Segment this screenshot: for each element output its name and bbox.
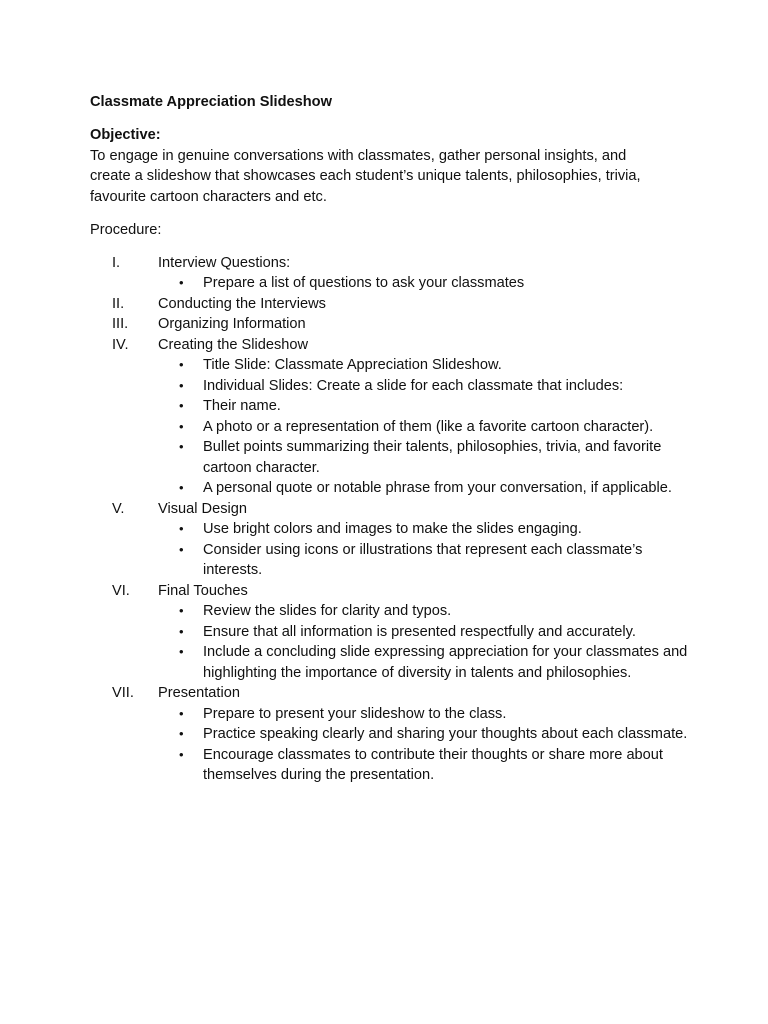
document-page <box>90 92 690 786</box>
bullet-icon: • <box>179 480 184 495</box>
bullet-item <box>158 417 693 438</box>
bullet-item <box>158 622 693 643</box>
procedure-step <box>90 499 690 581</box>
bullet-icon: • <box>179 623 184 639</box>
bullet-icon: • <box>179 439 184 454</box>
objective-text: To engage in genuine conversations with classmates, gather personal insights, and create a slideshow that showcases each student’s unique talents, philosophies, trivia, favourite cartoon characters and etc. <box>90 147 641 205</box>
procedure-step <box>90 683 690 786</box>
bullet-icon: • <box>179 521 184 536</box>
bullet-text: Prepare a list of questions to ask your classmates <box>203 275 525 291</box>
procedure-heading: Procedure: <box>90 222 162 238</box>
bullet-icon: • <box>179 746 184 762</box>
step-label: Visual Design <box>158 500 247 517</box>
bullet-icon: • <box>179 541 184 557</box>
bullet-icon: • <box>179 705 184 721</box>
bullet-item <box>158 642 693 683</box>
step-numeral: VI. <box>112 582 130 599</box>
bullet-item <box>158 478 693 499</box>
bullet-item <box>158 437 693 478</box>
bullet-text: Practice speaking clearly and sharing your thoughts about each classmate. <box>203 726 688 742</box>
bullet-item <box>158 273 693 294</box>
bullet-item <box>158 724 693 745</box>
procedure-step <box>90 294 690 315</box>
bullet-text: Title Slide: Classmate Appreciation Slideshow. <box>203 357 502 373</box>
bullet-text: Consider using icons or illustrations that represent each classmate’s interests. <box>203 541 643 578</box>
bullet-icon: • <box>179 418 184 434</box>
step-label: Creating the Slideshow <box>158 336 309 353</box>
bullet-text: Bullet points summarizing their talents, philosophies, trivia, and favorite cartoon character. <box>203 439 662 476</box>
step-bullet-list <box>158 704 690 786</box>
bullet-item <box>158 355 693 376</box>
procedure-step <box>90 335 690 499</box>
bullet-item <box>158 540 693 581</box>
bullet-text: A personal quote or notable phrase from your conversation, if applicable. <box>203 480 672 496</box>
bullet-text: Prepare to present your slideshow to the class. <box>203 705 507 722</box>
bullet-icon: • <box>179 726 184 741</box>
step-label: Interview Questions: <box>158 254 291 271</box>
step-label: Organizing Information <box>158 316 306 332</box>
step-numeral: IV. <box>112 336 129 353</box>
step-numeral: II. <box>112 295 125 312</box>
bullet-item <box>158 376 693 397</box>
step-numeral: V. <box>112 500 125 517</box>
step-bullet-list <box>158 273 690 294</box>
procedure-step <box>90 314 690 335</box>
bullet-item <box>158 704 693 725</box>
bullet-icon: • <box>179 603 184 618</box>
step-label: Conducting the Interviews <box>158 295 326 312</box>
bullet-item <box>158 601 693 622</box>
bullet-icon: • <box>179 644 184 659</box>
bullet-text: Ensure that all information is presented respectfully and accurately. <box>203 623 636 640</box>
bullet-text: Review the slides for clarity and typos. <box>203 603 452 619</box>
objective-heading: Objective: <box>90 127 161 143</box>
bullet-item <box>158 519 693 540</box>
procedure-list <box>90 253 690 786</box>
bullet-item <box>158 396 693 417</box>
step-label: Final Touches <box>158 582 248 599</box>
bullet-item <box>158 745 693 786</box>
bullet-icon: • <box>179 357 184 372</box>
bullet-text: Include a concluding slide expressing appreciation for your classmates and highlighting the importance of diversity in talents and philosophies. <box>203 644 688 681</box>
bullet-text: A photo or a representation of them (like a favorite cartoon character). <box>203 418 654 435</box>
step-numeral: III. <box>112 316 129 332</box>
bullet-text: Encourage classmates to contribute their thoughts or share more about themselves during the presentation. <box>203 746 663 783</box>
step-bullet-list <box>158 355 690 499</box>
bullet-text: Their name. <box>203 398 281 414</box>
document-title: Classmate Appreciation Slideshow <box>90 94 332 110</box>
bullet-text: Use bright colors and images to make the slides engaging. <box>203 521 582 537</box>
step-bullet-list <box>158 601 690 683</box>
step-bullet-list <box>158 519 690 581</box>
step-numeral: I. <box>112 254 121 271</box>
procedure-step <box>90 581 690 684</box>
bullet-icon: • <box>179 398 184 413</box>
step-label: Presentation <box>158 685 240 701</box>
bullet-text: Individual Slides: Create a slide for each classmate that includes: <box>203 377 624 394</box>
step-numeral: VII. <box>112 685 134 701</box>
bullet-icon: • <box>179 377 184 393</box>
bullet-icon: • <box>179 275 184 290</box>
procedure-step <box>90 253 690 294</box>
